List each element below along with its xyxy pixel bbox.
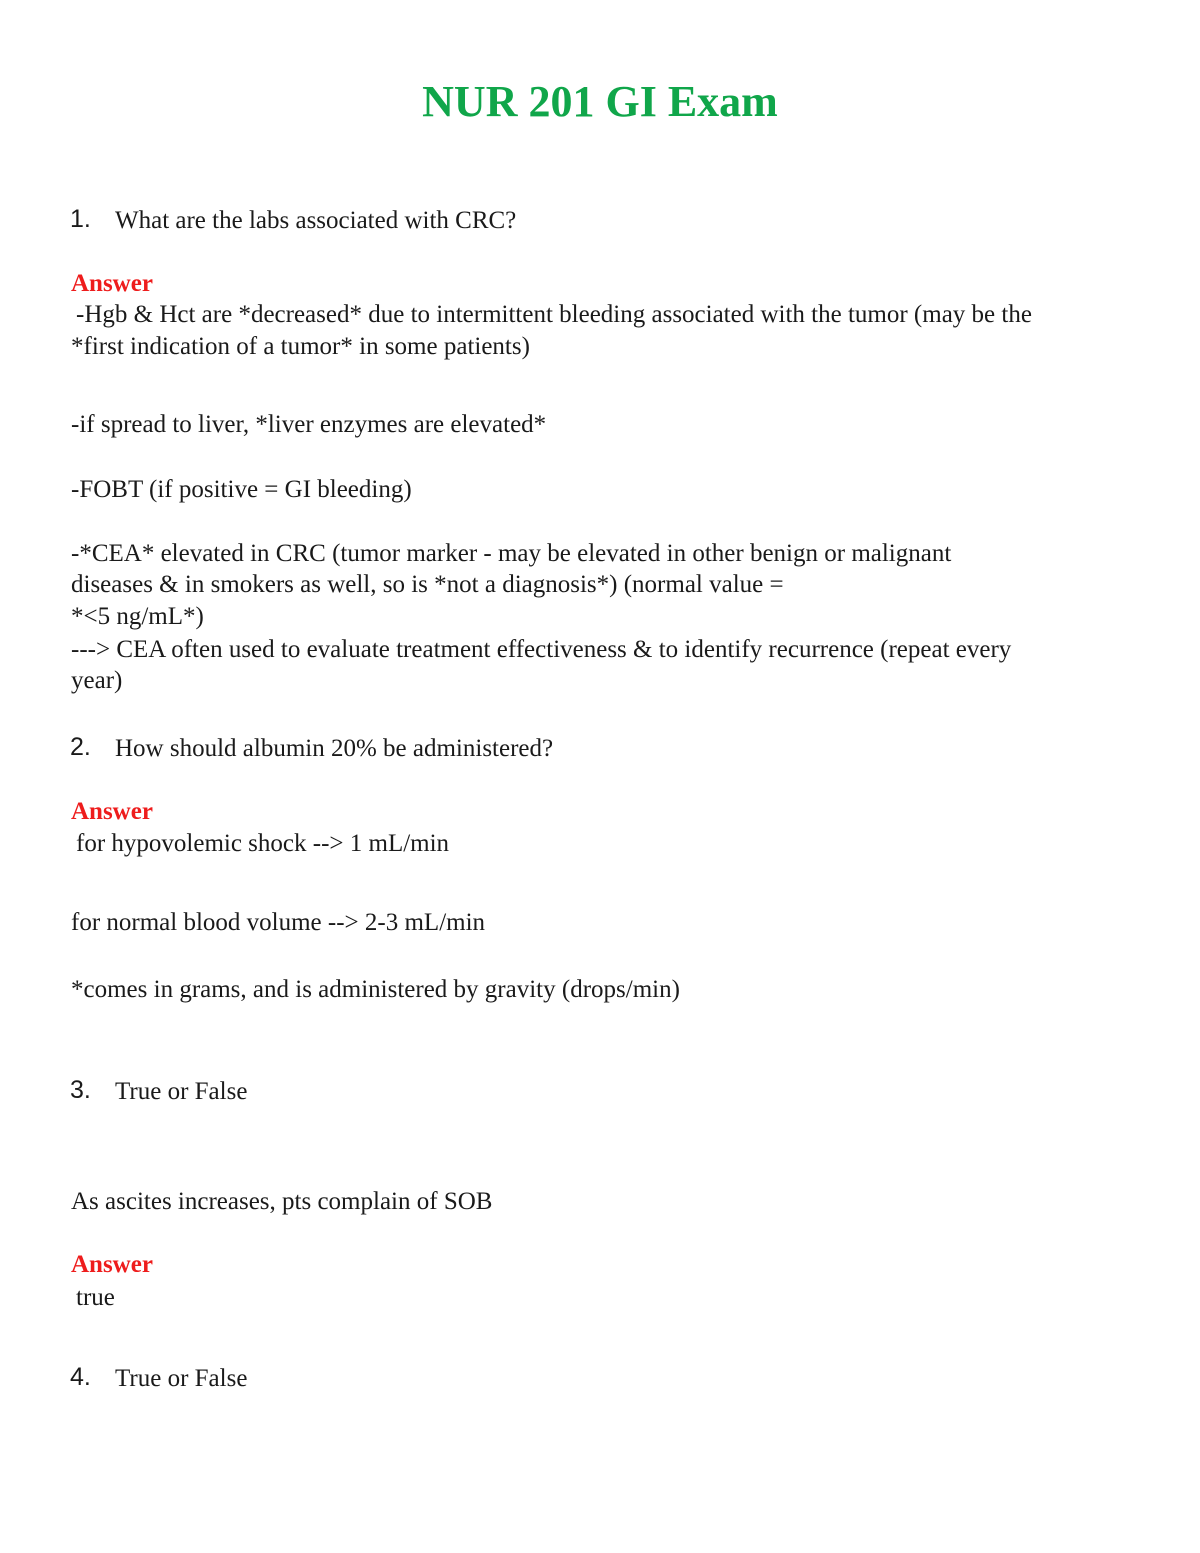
question-1-answer-line: -*CEA* elevated in CRC (tumor marker - may be elevated in other benign or malignant: [71, 540, 952, 567]
question-2-answer-line: for normal blood volume --> 2-3 mL/min: [71, 909, 486, 936]
question-2-text: How should albumin 20% be administered?: [115, 735, 554, 762]
question-1-answer-line: diseases & in smokers as well, so is *not a diagnosis*) (normal value =: [71, 571, 784, 598]
question-3-answer: true: [76, 1284, 115, 1311]
question-2-answer-label: Answer: [71, 798, 153, 825]
question-1-number: 1.: [70, 205, 91, 233]
question-3-statement: As ascites increases, pts complain of SOB: [71, 1188, 493, 1215]
question-4-number: 4.: [70, 1363, 91, 1391]
question-2-answer-line: *comes in grams, and is administered by gravity (drops/min): [71, 976, 680, 1003]
question-1-answer-line: -FOBT (if positive = GI bleeding): [71, 476, 412, 503]
question-2-number: 2.: [70, 733, 91, 761]
question-2-answer-line: for hypovolemic shock --> 1 mL/min: [76, 830, 450, 857]
question-1-answer-line: -Hgb & Hct are *decreased* due to intermittent bleeding associated with the tumor (may be the: [76, 301, 1032, 328]
question-1-answer-line: year): [71, 667, 123, 694]
question-1-answer-line: *<5 ng/mL*): [71, 603, 204, 630]
document-title: NUR 201 GI Exam: [422, 77, 778, 126]
question-3-answer-label: Answer: [71, 1251, 153, 1278]
question-1-answer-line: *first indication of a tumor* in some patients): [71, 333, 530, 360]
question-1-text: What are the labs associated with CRC?: [115, 207, 517, 234]
question-3-text: True or False: [115, 1078, 248, 1105]
question-3-number: 3.: [70, 1076, 91, 1104]
question-1-answer-label: Answer: [71, 270, 153, 297]
question-4-text: True or False: [115, 1365, 248, 1392]
question-1-answer-line: -if spread to liver, *liver enzymes are elevated*: [71, 411, 547, 438]
question-1-answer-line: ---> CEA often used to evaluate treatment effectiveness & to identify recurrence (repeat every: [71, 636, 1012, 663]
